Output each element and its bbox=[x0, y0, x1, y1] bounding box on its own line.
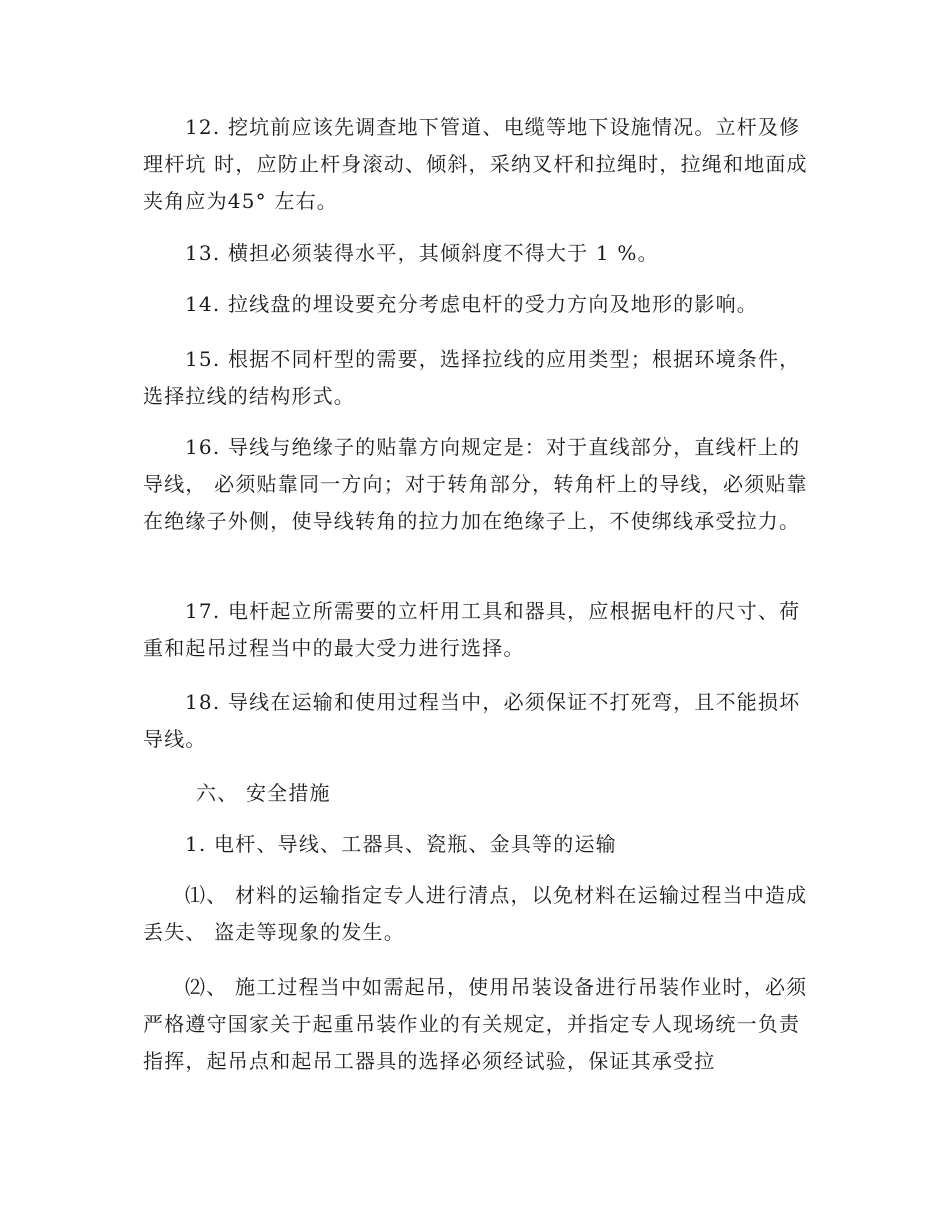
subsection-heading: 1. 电杆、导线、工器具、瓷瓶、金具等的运输 bbox=[185, 832, 617, 856]
list-item-2: ⑵、 施工过程当中如需起吊，使用吊装设备进行吊装作业时，必须严格遵守国家关于起重吊装作业的有关规定，并指定专人现场统一负责指挥，起吊点和起吊工器具的选择必须经试验，保证其承受拉 bbox=[143, 975, 808, 1073]
paragraph-14: 14. 拉线盘的埋设要充分考虑电杆的受力方向及地形的影响。 bbox=[185, 292, 758, 316]
paragraph-15: 15. 根据不同杆型的需要，选择拉线的应用类型；根据环境条件，选择拉线的结构形式。 bbox=[143, 347, 801, 408]
list-item-1: ⑴、 材料的运输指定专人进行清点，以免材料在运输过程当中造成丢失、 盗走等现象的发生。 bbox=[143, 883, 808, 944]
paragraph-12: 12. 挖坑前应该先调查地下管道、电缆等地下设施情况。立杆及修理杆坑 时，应防止杆身滚动、倾斜，采纳叉杆和拉绳时，拉绳和地面成夹角应为45° 左右。 bbox=[143, 115, 808, 213]
paragraph-17: 17. 电杆起立所需要的立杆用工具和器具，应根据电杆的尺寸、荷重和起吊过程当中的最大受力进行选择。 bbox=[143, 599, 801, 660]
paragraph-18: 18. 导线在运输和使用过程当中，必须保证不打死弯，且不能损坏导线。 bbox=[143, 690, 801, 751]
paragraph-13: 13. 横担必须装得水平，其倾斜度不得大于 1 %。 bbox=[185, 241, 659, 265]
paragraph-16: 16. 导线与绝缘子的贴靠方向规定是：对于直线部分，直线杆上的导线， 必须贴靠同一方向；对于转角部分，转角杆上的导线，必须贴靠在绝缘子外侧，使导线转角的拉力加在绝缘子上，不使绑线承受拉力。 bbox=[143, 435, 808, 533]
section-heading: 六、 安全措施 bbox=[196, 781, 331, 805]
